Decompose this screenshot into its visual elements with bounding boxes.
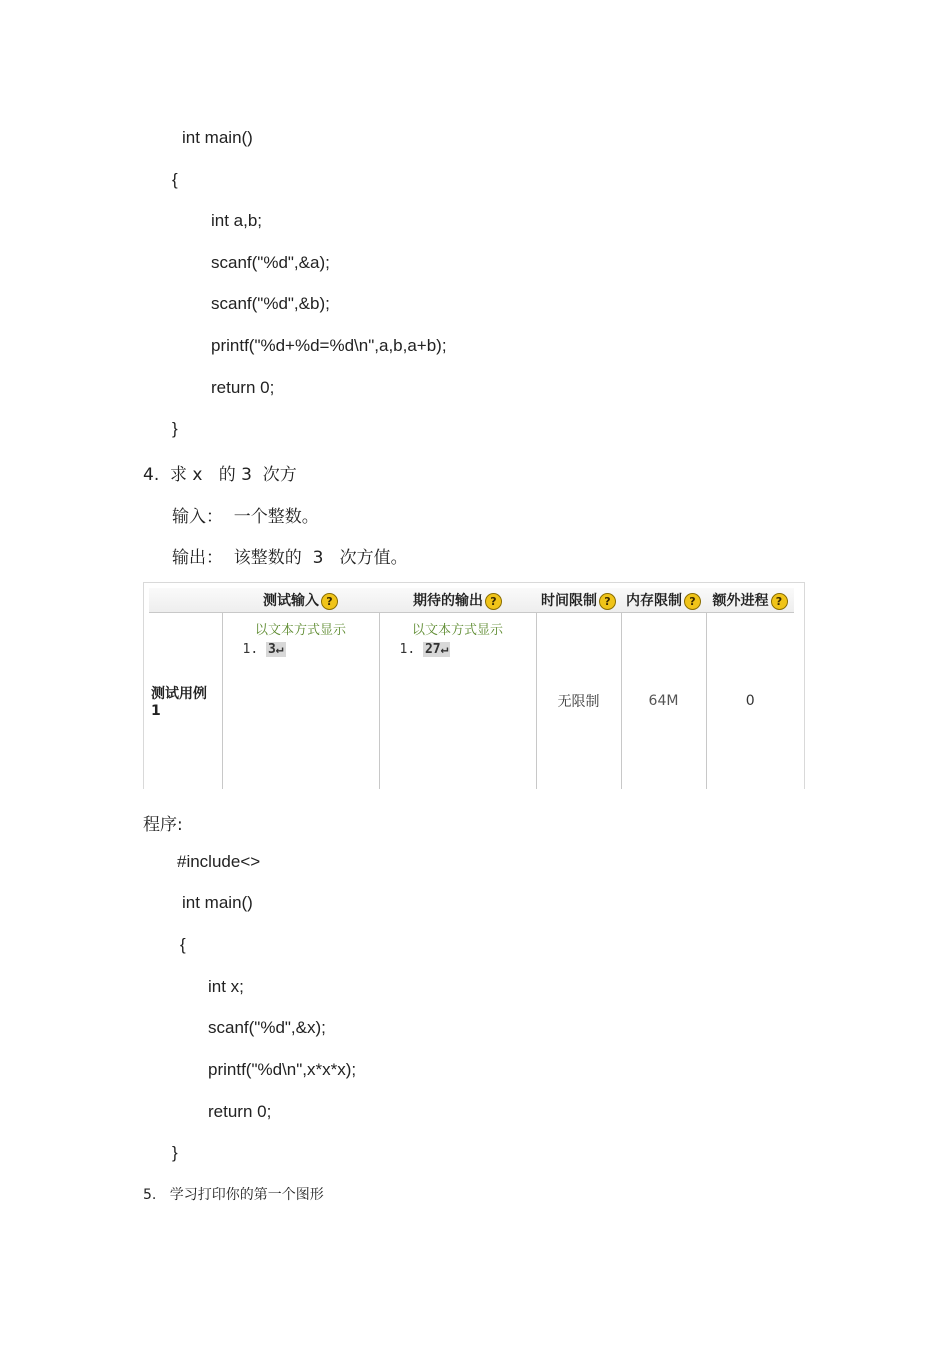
header-empty	[149, 588, 222, 613]
code-line: }	[172, 1143, 178, 1162]
header-time-limit: 时间限制 ?	[536, 588, 621, 613]
help-icon[interactable]: ?	[771, 593, 788, 610]
code-line: printf("%d\n",x*x*x);	[208, 1060, 357, 1079]
show-as-text-link[interactable]: 以文本方式显示	[411, 623, 503, 638]
code-line: {	[180, 935, 186, 954]
code-line: int main()	[182, 893, 253, 912]
help-icon[interactable]: ?	[485, 593, 502, 610]
code-line: int a,b;	[211, 211, 263, 230]
problem-4-output-desc: 输出： 该整数的 3 次方值。	[172, 548, 408, 568]
code-line: return 0;	[208, 1102, 272, 1121]
header-extra-process: 额外进程 ?	[706, 588, 794, 613]
code-line: int main()	[182, 128, 253, 147]
code-line: int x;	[208, 977, 244, 996]
program-label: 程序:	[143, 815, 183, 835]
code-line: return 0;	[211, 378, 275, 397]
header-memory-limit: 内存限制 ?	[621, 588, 706, 613]
test-input-value: 3↵	[267, 642, 284, 657]
time-limit-value: 无限制	[536, 613, 621, 790]
header-expected-output: 期待的输出 ?	[379, 588, 536, 613]
help-icon[interactable]: ?	[321, 593, 338, 610]
code-line: printf("%d+%d=%d\n",a,b,a+b);	[211, 336, 447, 355]
code-line: }	[172, 419, 178, 438]
expected-output-value: 27↵	[424, 642, 449, 657]
line-number: 1.	[399, 642, 416, 657]
test-case-label: 测试用例 1	[151, 686, 207, 719]
test-case-table	[149, 588, 794, 789]
header-test-input: 测试输入 ?	[222, 588, 379, 613]
problem-5-title: 5. 学习打印你的第一个图形	[143, 1187, 324, 1203]
extra-process-value: 0	[706, 613, 794, 790]
expected-output-cell	[379, 613, 536, 790]
test-case-panel	[143, 582, 805, 789]
problem-4-input-desc: 输入： 一个整数。	[172, 507, 319, 527]
test-input-cell	[222, 613, 379, 790]
code-line: {	[172, 170, 178, 189]
show-as-text-link[interactable]: 以文本方式显示	[254, 623, 346, 638]
line-number: 1.	[242, 642, 259, 657]
help-icon[interactable]: ?	[684, 593, 701, 610]
code-line: scanf("%d",&a);	[211, 253, 330, 272]
code-line: #include<>	[177, 852, 261, 871]
memory-limit-value: 64M	[621, 613, 706, 790]
problem-4-title: 4. 求 x 的 3 次方	[143, 465, 297, 485]
help-icon[interactable]: ?	[599, 593, 616, 610]
code-line: scanf("%d",&b);	[211, 294, 330, 313]
code-line: scanf("%d",&x);	[208, 1018, 326, 1037]
